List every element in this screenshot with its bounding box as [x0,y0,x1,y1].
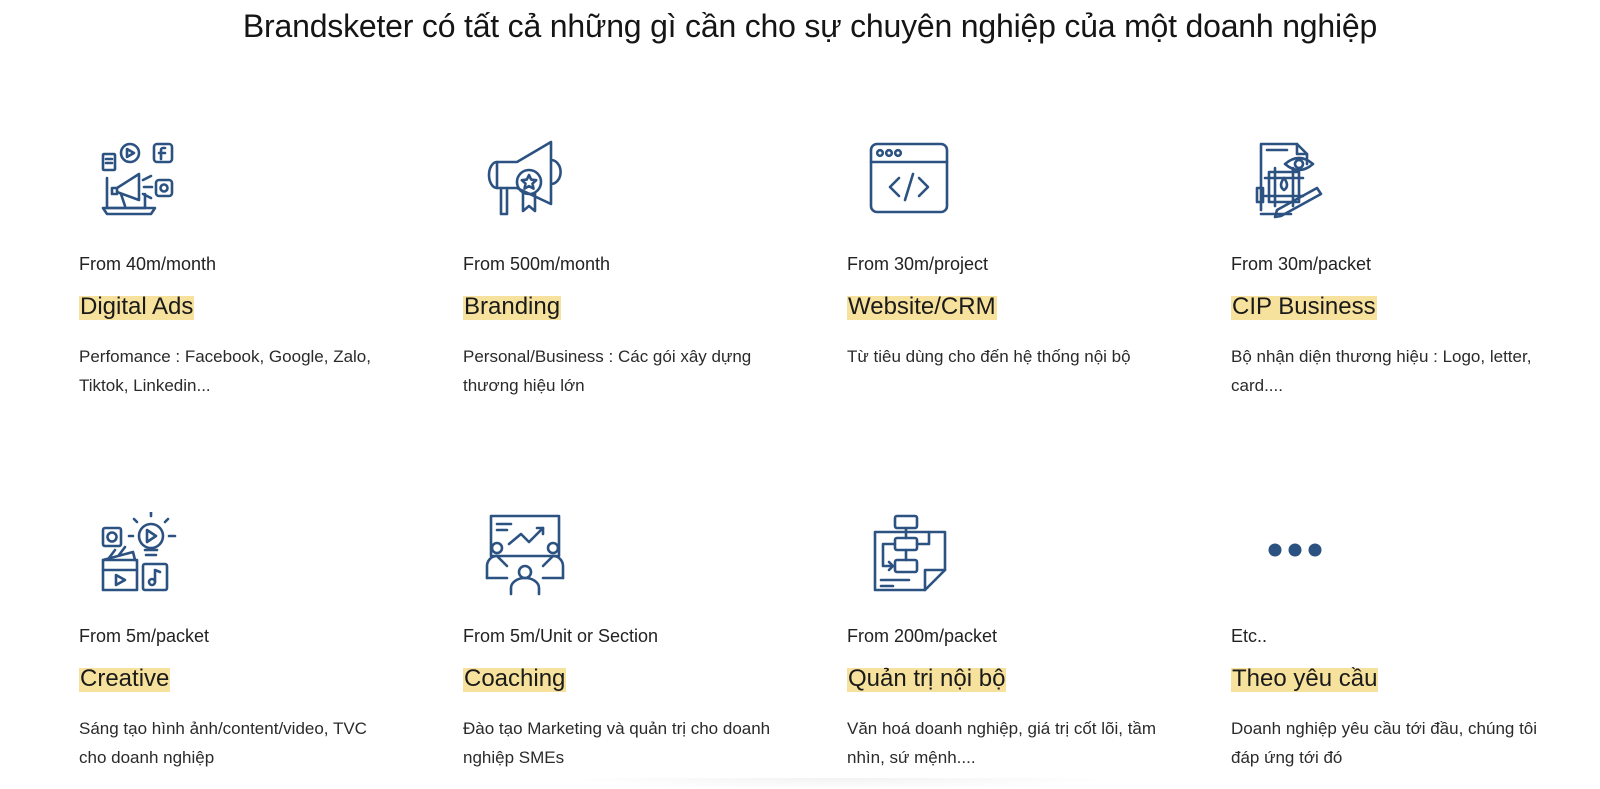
service-description: Sáng tạo hình ảnh/content/video, TVC cho doanh nghiệp [79,719,367,767]
service-description: Văn hoá doanh nghiệp, giá trị cốt lõi, tầm nhìn, sứ mệnh.... [847,719,1157,767]
service-name: CIP Business [1231,290,1377,324]
service-card-digital-ads[interactable] [79,140,463,512]
presentation-board-icon [483,512,567,596]
service-name: Quản trị nội bộ [847,662,1006,696]
service-name: Coaching [463,662,566,696]
services-grid [79,140,1600,789]
service-description: Perfomance : Facebook, Google, Zalo, Tiktok, Linkedin... [79,347,371,395]
service-card-creative[interactable] [79,512,463,789]
service-card-website-crm[interactable] [847,140,1231,512]
service-price: From 500m/month [463,254,611,274]
browser-code-icon [867,140,951,224]
service-price: From 5m/packet [79,626,210,646]
service-card-cip-business[interactable] [1231,140,1600,512]
service-card-custom[interactable] [1231,512,1600,789]
service-description: Đào tạo Marketing và quản trị cho doanh nghiệp SMEs [463,719,771,767]
service-price: From 30m/project [847,254,989,274]
service-card-internal-management[interactable] [847,512,1231,789]
digital-marketing-icon [99,140,183,224]
service-price: Etc.. [1231,626,1268,646]
service-price: From 30m/packet [1231,254,1372,274]
service-description: Bộ nhận diện thương hiệu : Logo, letter, card.... [1231,347,1532,395]
service-price: From 5m/Unit or Section [463,626,659,646]
workflow-document-icon [867,512,951,596]
megaphone-badge-icon [483,140,567,224]
page-title: Brandsketer có tất cả những gì cần cho sự chuyên nghiệp của một doanh nghiệp [242,8,1378,44]
service-name: Digital Ads [79,290,194,324]
design-document-icon [1251,140,1335,224]
service-card-coaching[interactable] [463,512,847,789]
service-card-branding[interactable] [463,140,847,512]
service-price: From 40m/month [79,254,217,274]
service-description: Từ tiêu dùng cho đến hệ thống nội bộ [847,347,1131,366]
service-name: Branding [463,290,561,324]
service-name: Theo yêu cầu [1231,662,1378,696]
more-dots-icon [1251,512,1335,596]
creative-media-icon [99,512,183,596]
service-name: Website/CRM [847,290,997,324]
service-name: Creative [79,662,170,696]
section-shadow [560,778,1120,789]
service-description: Personal/Business : Các gói xây dựng thương hiệu lớn [463,347,752,395]
service-price: From 200m/packet [847,626,998,646]
service-description: Doanh nghiệp yêu cầu tới đầu, chúng tôi đáp ứng tới đó [1231,719,1538,767]
